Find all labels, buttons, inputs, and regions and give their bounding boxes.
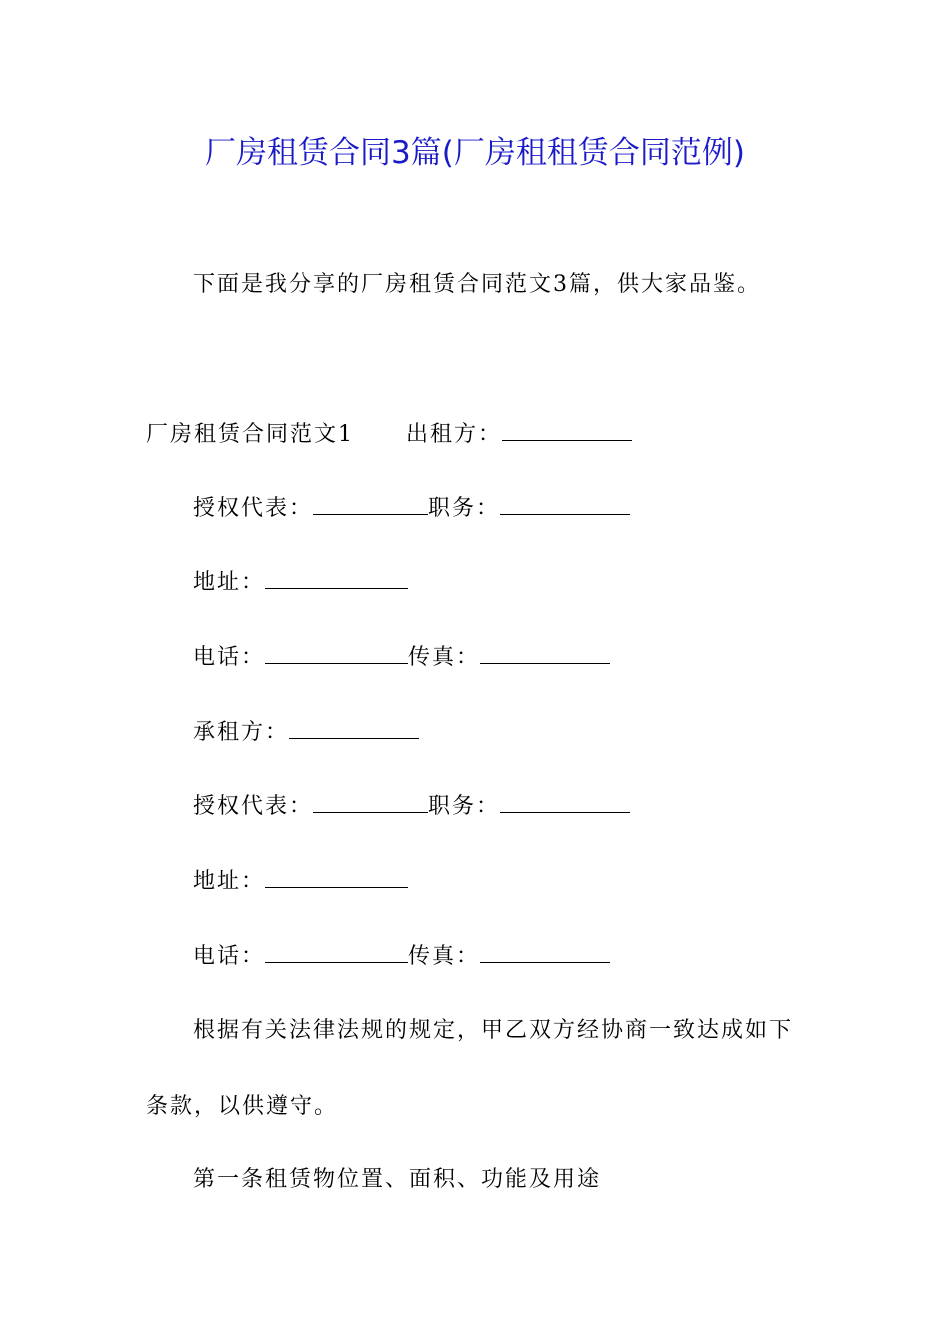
clause-intro-line1: 根据有关法律法规的规定，甲乙双方经协商一致达成如下 <box>193 1018 794 1043</box>
lessor-address-blank[interactable] <box>265 568 408 589</box>
lessor-position-blank[interactable] <box>500 494 630 515</box>
lessee-phone-blank[interactable] <box>265 942 408 963</box>
lessee-line <box>193 717 419 749</box>
lessee-blank[interactable] <box>289 718 419 739</box>
document-title: 厂房租赁合同3篇(厂房租租赁合同范例) <box>205 135 745 171</box>
lessor-rep-line <box>193 493 630 525</box>
lessee-phone-label: 电话： <box>193 944 266 969</box>
lessor-fax-blank[interactable] <box>480 643 610 664</box>
lessee-position-label: 职务： <box>428 794 501 819</box>
lessee-rep-line <box>193 791 630 823</box>
lessee-rep-blank[interactable] <box>313 792 428 813</box>
lessor-line <box>146 419 632 451</box>
lessor-phone-label: 电话： <box>193 645 266 670</box>
lessor-position-label: 职务： <box>428 496 501 521</box>
lessor-blank[interactable] <box>502 420 632 441</box>
lessor-phone-blank[interactable] <box>265 643 408 664</box>
lessor-fax-label: 传真： <box>408 645 481 670</box>
section-heading: 厂房租赁合同范文1 <box>146 422 354 447</box>
lessor-phone-line <box>193 642 610 674</box>
lessee-address-blank[interactable] <box>265 867 408 888</box>
lessor-rep-blank[interactable] <box>313 494 428 515</box>
lessee-address-label: 地址： <box>193 869 266 894</box>
article1-heading: 第一条租赁物位置、面积、功能及用途 <box>193 1167 602 1192</box>
lessee-fax-label: 传真： <box>408 944 481 969</box>
lessor-address-label: 地址： <box>193 570 266 595</box>
lessee-phone-line <box>193 941 610 973</box>
clause-intro-line2: 条款，以供遵守。 <box>146 1094 339 1119</box>
intro-paragraph: 下面是我分享的厂房租赁合同范文3篇，供大家品鉴。 <box>193 272 761 297</box>
lessor-label: 出租方： <box>406 422 503 447</box>
lessee-address-line <box>193 866 408 898</box>
lessor-address-line <box>193 567 408 599</box>
lessor-rep-label: 授权代表： <box>193 496 314 521</box>
lessee-fax-blank[interactable] <box>480 942 610 963</box>
lessee-position-blank[interactable] <box>500 792 630 813</box>
lessee-label: 承租方： <box>193 720 290 745</box>
lessee-rep-label: 授权代表： <box>193 794 314 819</box>
